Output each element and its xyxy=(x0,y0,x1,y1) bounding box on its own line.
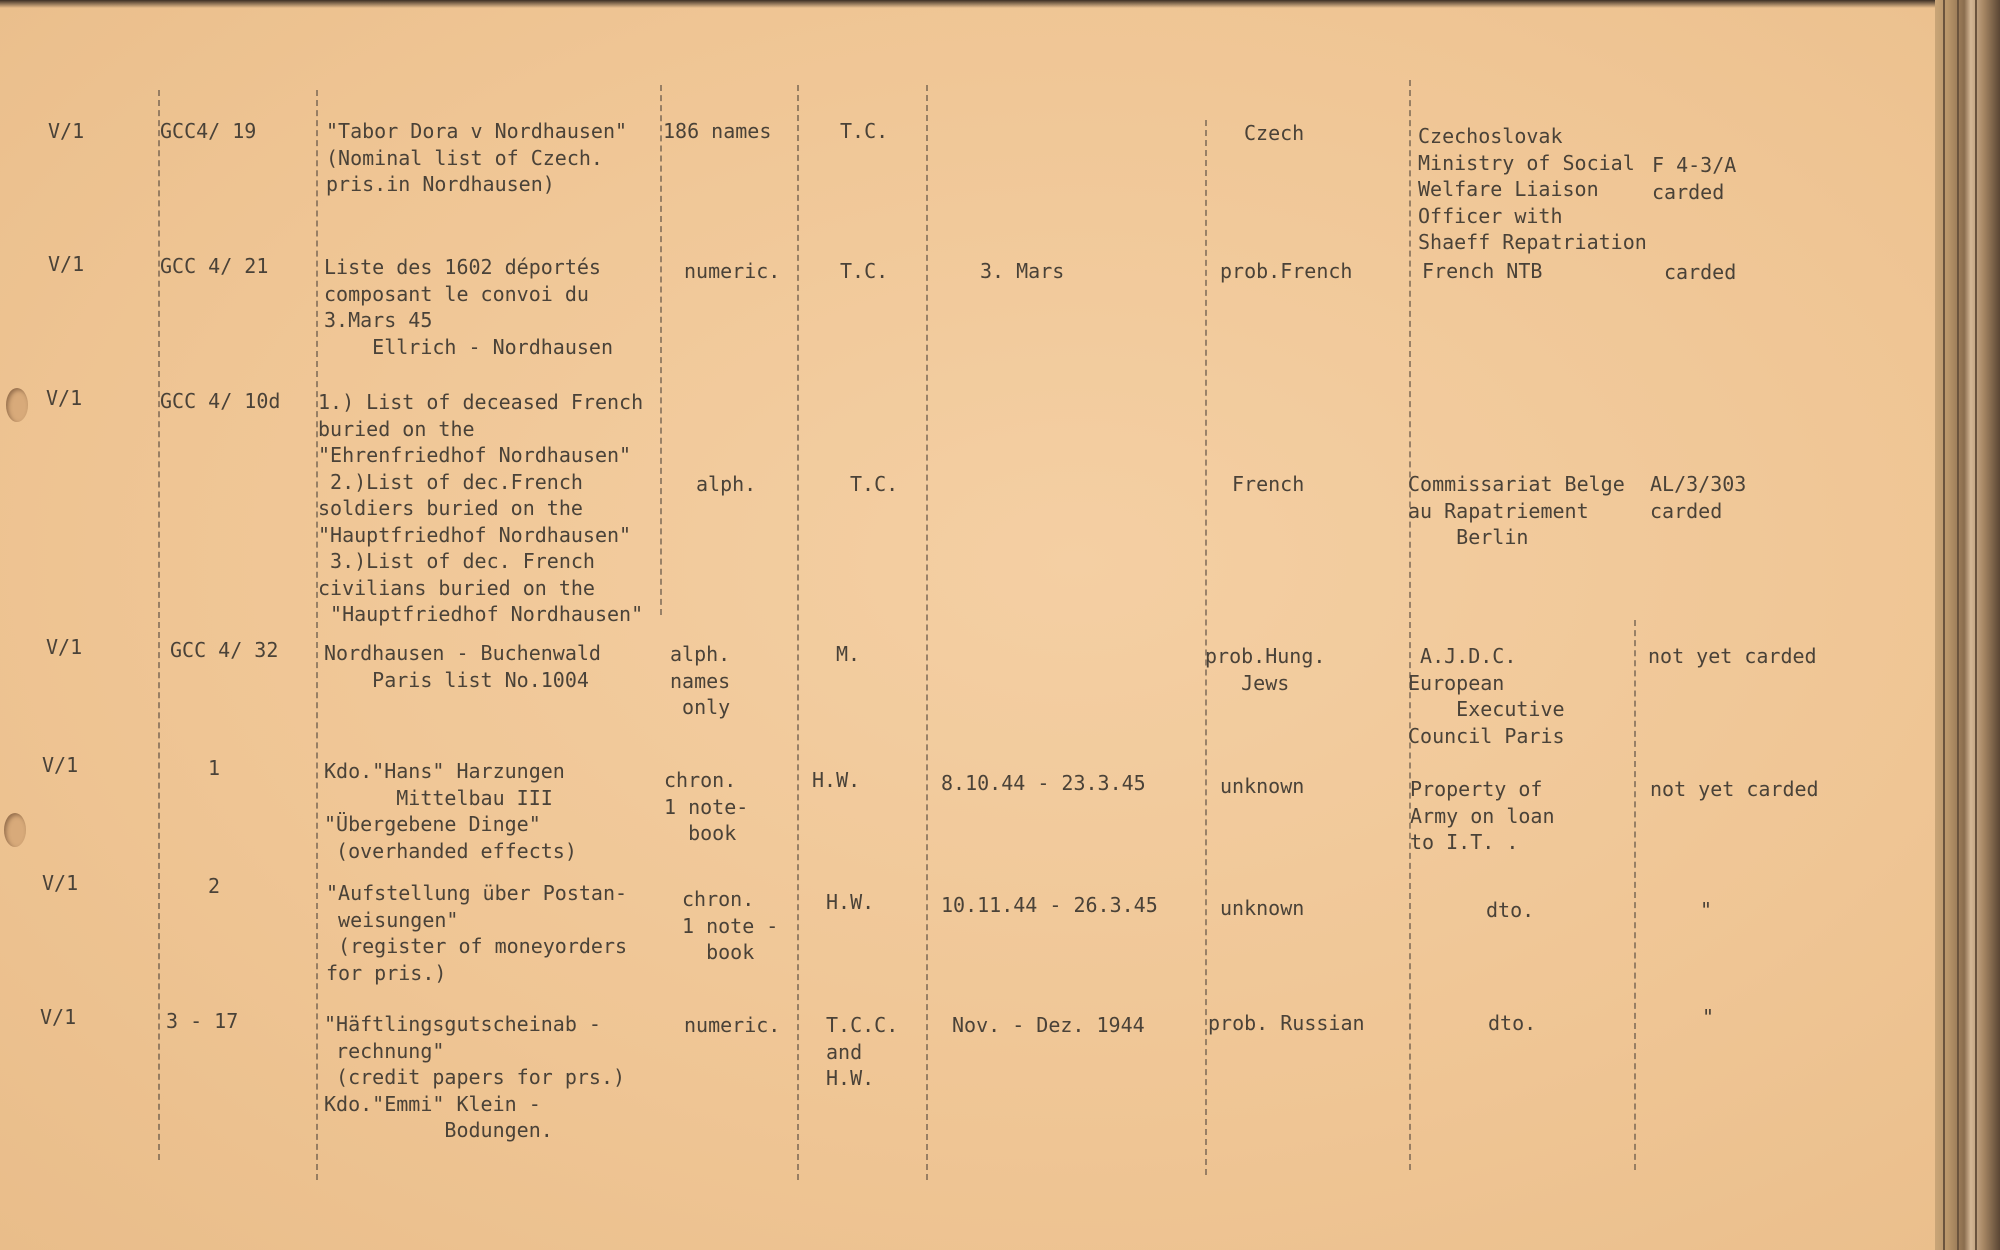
binding-edge xyxy=(1975,0,1977,1250)
binding-edge xyxy=(1957,0,1959,1250)
row3-arrangement: alph. xyxy=(696,472,757,496)
row3-source: Commissariat Belge au Rapatriement Berlin xyxy=(1408,472,1625,549)
column-divider xyxy=(158,90,160,1160)
row6-remarks: " xyxy=(1700,898,1713,922)
row4-title: Nordhausen - Buchenwald Paris list No.1004 xyxy=(324,641,601,692)
column-divider xyxy=(1409,80,1411,1170)
row6-nationality: unknown xyxy=(1220,896,1305,920)
row2-type: T.C. xyxy=(840,259,889,283)
column-divider xyxy=(926,85,928,1180)
binding-edge xyxy=(1943,0,1945,1250)
row2-ref: GCC 4/ 21 xyxy=(160,254,269,278)
row2-nationality: prob.French xyxy=(1220,259,1353,283)
row5-remarks: not yet carded xyxy=(1650,777,1819,801)
row1-source: Czechoslovak Ministry of Social Welfare Liaison Officer with Shaeff Repatriation xyxy=(1418,124,1647,254)
row4-series: V/1 xyxy=(46,635,83,659)
row3-nationality: French xyxy=(1232,472,1305,496)
row1-nationality: Czech xyxy=(1244,121,1305,145)
row4-nationality: prob.Hung. Jews xyxy=(1205,644,1326,695)
row5-date: 8.10.44 - 23.3.45 xyxy=(941,771,1146,795)
row6-date: 10.11.44 - 26.3.45 xyxy=(941,893,1158,917)
row6-type: H.W. xyxy=(826,890,875,914)
row7-date: Nov. - Dez. 1944 xyxy=(952,1013,1145,1037)
row7-series: V/1 xyxy=(40,1005,77,1029)
row7-type: T.C.C. and H.W. xyxy=(826,1013,899,1090)
punch-hole xyxy=(4,813,26,847)
row2-source: French NTB xyxy=(1422,259,1543,283)
column-divider xyxy=(797,85,799,1180)
row1-ref: GCC4/ 19 xyxy=(160,119,257,143)
row5-source: Property of Army on loan to I.T. . xyxy=(1410,777,1555,854)
punch-hole xyxy=(6,388,28,422)
row6-ref: 2 xyxy=(208,874,221,898)
row7-arrangement: numeric. xyxy=(684,1013,781,1037)
row6-title: "Aufstellung über Postan- weisungen" (register of moneyorders for pris.) xyxy=(326,881,628,985)
row5-title: Kdo."Hans" Harzungen Mittelbau III "Übergebene Dinge" (overhanded effects) xyxy=(324,759,577,863)
row7-ref: 3 - 17 xyxy=(166,1009,239,1033)
row3-remarks: AL/3/303 carded xyxy=(1650,472,1747,523)
row5-ref: 1 xyxy=(208,756,221,780)
book-binding xyxy=(1935,0,2000,1250)
page-top-shadow xyxy=(0,0,1955,8)
row5-arrangement: chron. 1 note- book xyxy=(664,768,749,845)
row2-date: 3. Mars xyxy=(980,259,1065,283)
row6-source: dto. xyxy=(1486,898,1535,922)
row6-series: V/1 xyxy=(42,871,79,895)
row2-arrangement: numeric. xyxy=(684,259,781,283)
row4-type: M. xyxy=(836,642,861,666)
row5-series: V/1 xyxy=(42,753,79,777)
row2-title: Liste des 1602 déportés composant le convoi du 3.Mars 45 Ellrich - Nordhausen xyxy=(324,255,613,359)
row2-remarks: carded xyxy=(1664,260,1737,284)
row4-source: A.J.D.C. European Executive Council Paris xyxy=(1408,644,1565,748)
row3-ref: GCC 4/ 10d xyxy=(160,389,281,413)
row3-series: V/1 xyxy=(46,386,83,410)
row1-arrangement: 186 names xyxy=(663,119,772,143)
row4-ref: GCC 4/ 32 xyxy=(170,638,279,662)
row7-nationality: prob. Russian xyxy=(1208,1011,1365,1035)
row7-source: dto. xyxy=(1488,1011,1537,1035)
row1-type: T.C. xyxy=(840,119,889,143)
row5-nationality: unknown xyxy=(1220,774,1305,798)
row5-type: H.W. xyxy=(812,768,861,792)
column-divider xyxy=(316,90,318,1180)
row3-title: 1.) List of deceased French buried on the "Ehrenfriedhof Nordhausen" 2.)List of dec.French soldiers buried on the "Hauptfriedhof Nordhausen" 3.)List of dec. French civilians buried on the "Hauptfriedhof Nordhausen" xyxy=(318,390,644,626)
column-divider xyxy=(660,85,662,615)
row1-series: V/1 xyxy=(48,119,85,143)
row7-title: "Häftlingsgutscheinab - rechnung" (credit papers for prs.) Kdo."Emmi" Klein - Bodungen. xyxy=(324,1012,626,1142)
row2-series: V/1 xyxy=(48,252,85,276)
column-divider xyxy=(1634,620,1636,1170)
row6-arrangement: chron. 1 note - book xyxy=(682,887,779,964)
row1-title: "Tabor Dora v Nordhausen" (Nominal list of Czech. pris.in Nordhausen) xyxy=(326,119,628,196)
row3-type: T.C. xyxy=(850,472,899,496)
row4-remarks: not yet carded xyxy=(1648,644,1817,668)
row7-remarks: " xyxy=(1702,1005,1715,1029)
row4-arrangement: alph. names only xyxy=(670,642,731,719)
row1-remarks: F 4-3/A carded xyxy=(1652,153,1737,204)
